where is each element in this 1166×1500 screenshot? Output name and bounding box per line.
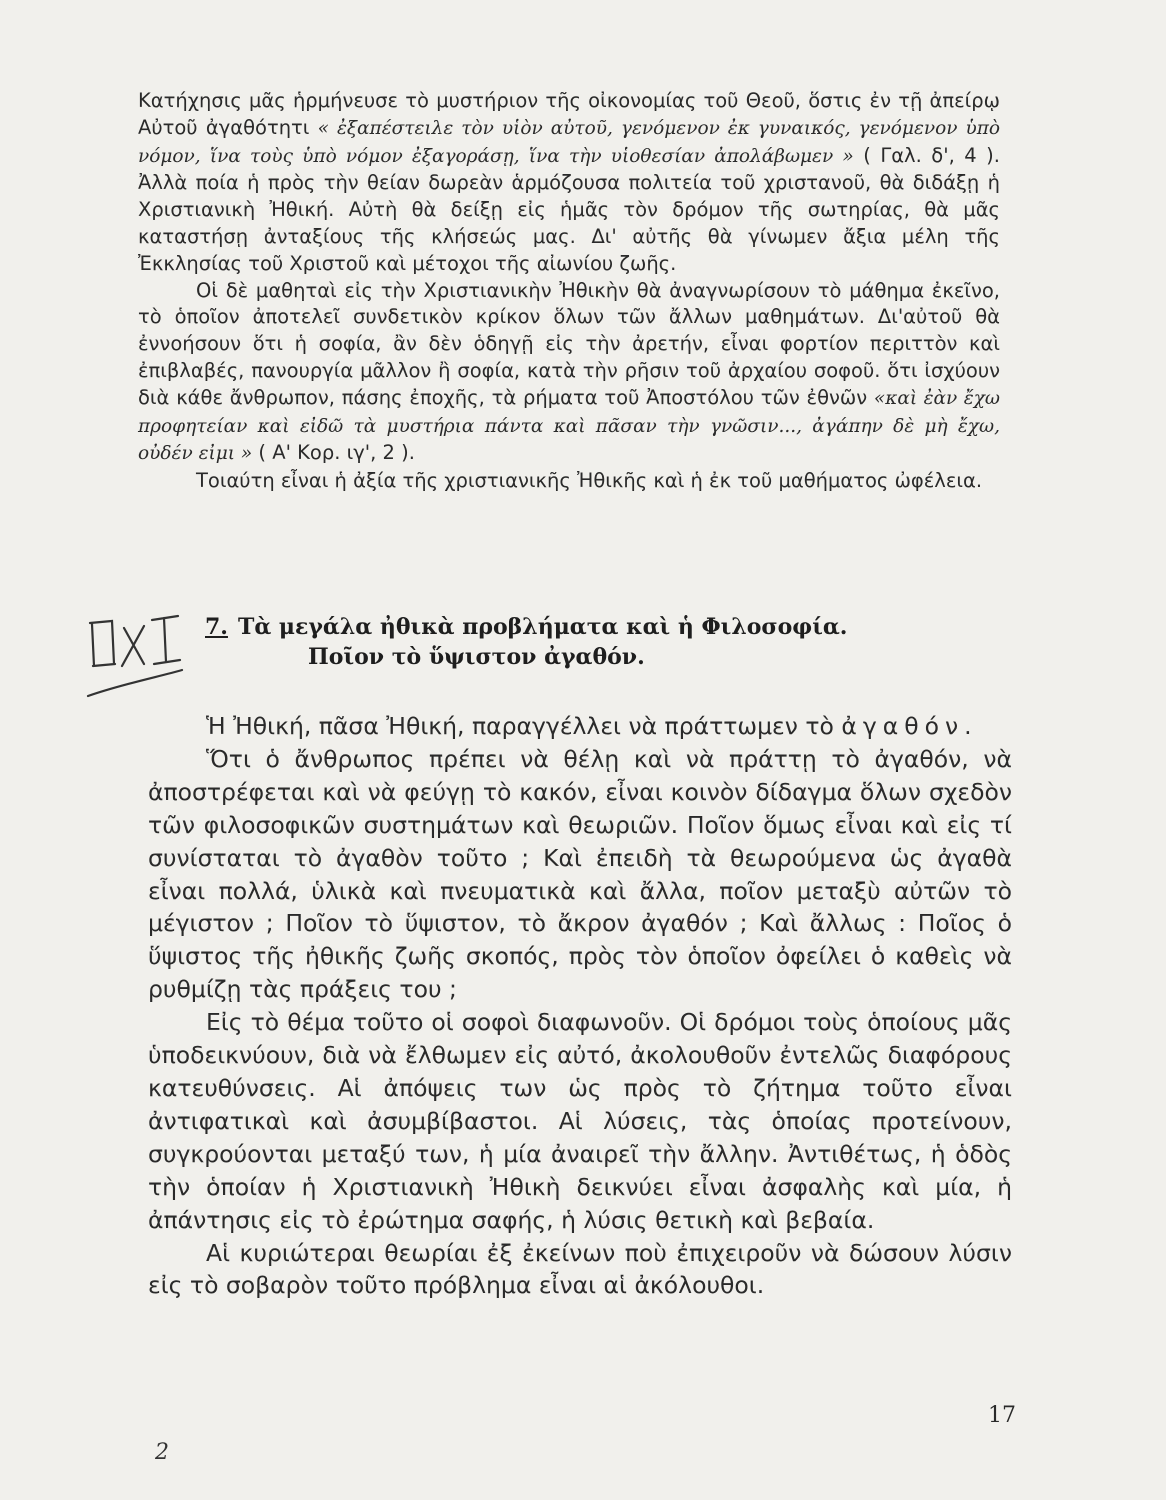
section-title-line-2: Ποῖον τὸ ὕψιστον ἀγαθόν.	[308, 644, 645, 670]
main-paragraph-4: Αἱ κυριώτεραι θεωρίαι ἐξ ἐκείνων ποὺ ἐπιχειροῦν νὰ δώσουν λύσιν εἰς τὸ σοβαρὸν τοῦτο πρόβλημα εἶναι αἱ ἀκόλουθοι.	[148, 1238, 1012, 1300]
main-text	[148, 710, 1012, 1302]
scripture-quote-corinthians: «καὶ ἐὰν ἔχω προφητείαν καὶ εἰδῶ τὰ μυστήρια πάντα καὶ πᾶσαν τὴν γνῶσιν..., ἀγάπην δὲ μὴ ἔχω, οὐδέν εἰμι »	[138, 387, 1000, 465]
emphasis-agathon: ἀγαθόν.	[841, 712, 978, 740]
main-paragraph-3: Εἰς τὸ θέμα τοῦτο οἱ σοφοὶ διαφωνοῦν. Οἱ δρόμοι τοὺς ὁποίους μᾶς ὑποδεικνύουν, διὰ νὰ ἔλθωμεν εἰς αὐτό, ἀκολουθοῦν ἐντελῶς διαφόρους κατευθύνσεις. Αἱ ἀπόψεις των ὡς πρὸς τὸ ζήτημα τοῦτο εἶναι ἀντιφατικαὶ καὶ ἀσυμβίβαστοι. Αἱ λύσεις, τὰς ὁποίας προτείνουν, συγκρούονται μεταξύ των, ἡ μία ἀναιρεῖ τὴν ἄλλην. Ἀντιθέτως, ἡ ὁδὸς τὴν ὁποίαν ἡ Χριστιανικὴ Ἠθικὴ δεικνύει εἶναι ἀσφαλὴς καὶ μία, ἡ ἀπάντησις εἰς τὸ ἐρώτημα σαφής, ἡ λύσις θετικὴ καὶ βεβαία.	[148, 1008, 1012, 1234]
section-heading	[205, 612, 965, 672]
scripture-quote-galatians: « ἐξαπέστειλε τὸν υἱὸν αὐτοῦ, γενόμενον ἐκ γυναικός, γενόμενον ὑπὸ νόμον, ἵνα τοὺς ὑπὸ νόμον ἐξαγοράσῃ, ἵνα τὴν υἱοθεσίαν ἀπολάβωμεν »	[138, 117, 1000, 167]
page-number: 17	[988, 1403, 1016, 1428]
intro-text	[138, 88, 1000, 495]
intro-paragraph-1: Κατήχησις μᾶς ἡρμήνευσε τὸ μυστήριον τῆς οἰκονομίας τοῦ Θεοῦ, ὅστις ἐν τῇ ἀπείρῳ Αὐτοῦ ἀγαθότητι « ἐξαπέστειλε τὸν υἱὸν αὐτοῦ, γενόμενον ἐκ γυναικός, γενόμενον ὑπὸ νόμον, ἵνα τοὺς ὑπὸ νόμον ἐξαγοράσῃ, ἵνα τὴν υἱοθεσίαν ἀπολάβωμεν » ( Γαλ. δ', 4 ). Ἀλλὰ ποία ἡ πρὸς τὴν θείαν δωρεὰν ἁρμόζουσα πολιτεία τοῦ χριστανοῦ, θὰ διδάξῃ ἡ Χριστιανικὴ Ἠθική. Αὐτὴ θὰ δείξῃ εἰς ἡμᾶς τὸν δρόμον τῆς σωτηρίας, θὰ μᾶς καταστήσῃ ἀνταξίους τῆς κλήσεώς μας. Δι' αὐτῆς θὰ γίνωμεν ἄξια μέλη τῆς Ἐκκλησίας τοῦ Χριστοῦ καὶ μέτοχοι τῆς αἰωνίου ζωῆς.	[138, 89, 1000, 275]
handwritten-annotation-text: ΟΧΙ	[82, 606, 84, 607]
signature-mark: 2	[155, 1440, 169, 1465]
main-paragraph-2: Ὅτι ὁ ἄνθρωπος πρέπει νὰ θέλῃ καὶ νὰ πράττῃ τὸ ἀγαθόν, νὰ ἀποστρέφεται καὶ νὰ φεύγῃ τὸ κακόν, εἶναι κοινὸν δίδαγμα ὅλων σχεδὸν τῶν φιλοσοφικῶν συστημάτων καὶ θεωριῶν. Ποῖον ὅμως εἶναι καὶ εἰς τί συνίσταται τὸ ἀγαθὸν τοῦτο ; Καὶ ἐπειδὴ τὰ θεωρούμενα ὡς ἀγαθὰ εἶναι πολλά, ὑλικὰ καὶ πνευματικὰ καὶ ἄλλα, ποῖον μεταξὺ αὐτῶν τὸ μέγιστον ; Ποῖον τὸ ὕψιστον, τὸ ἄκρον ἀγαθόν ; Καὶ ἄλλως : Ποῖος ὁ ὕψιστος τῆς ἠθικῆς ζωῆς σκοπός, πρὸς τὸν ὁποῖον ὀφείλει ὁ καθεὶς νὰ ρυθμίζῃ τὰς πράξεις του ;	[148, 744, 1012, 1004]
intro-paragraph-2: Οἱ δὲ μαθηταὶ εἰς τὴν Χριστιανικὴν Ἠθικὴν θὰ ἀναγνωρίσουν τὸ μάθημα ἐκεῖνο, τὸ ὁποῖον ἀποτελεῖ συνδετικὸν κρίκον ὅλων τῶν ἄλλων μαθημάτων. Δι'αὐτοῦ θὰ ἐννοήσουν ὅτι ἡ σοφία, ἂν δὲν ὁδηγῇ εἰς τὴν ἀρετήν, εἶναι φορτίον περιττὸν καὶ ἐπιβλαβές, πανουργία μᾶλλον ἢ σοφία, κατὰ τὴν ρῆσιν τοῦ ἀρχαίου σοφοῦ. ὅτι ἰσχύουν διὰ κάθε ἄνθρωπον, πάσης ἐποχῆς, τὰ ρήματα τοῦ Ἀποστόλου τῶν ἐθνῶν «καὶ ἐὰν ἔχω προφητείαν καὶ εἰδῶ τὰ μυστήρια πάντα καὶ πᾶσαν τὴν γνῶσιν..., ἀγάπην δὲ μὴ ἔχω, οὐδέν εἰμι » ( Α' Κορ. ιγ', 2 ).	[138, 278, 1000, 465]
intro-paragraph-3: Τοιαύτη εἶναι ἡ ἀξία τῆς χριστιανικῆς Ἠθικῆς καὶ ἡ ἐκ τοῦ μαθήματος ὠφέλεια.	[196, 469, 983, 493]
section-number: 7.	[205, 614, 228, 640]
section-title-line-1: Τὰ μεγάλα ἠθικὰ προβλήματα καὶ ἡ Φιλοσοφία.	[237, 614, 848, 640]
handwritten-annotation	[82, 606, 192, 702]
main-paragraph-1: Ἡ Ἠθική, πᾶσα Ἠθική, παραγγέλλει νὰ πράττωμεν τὸ ἀγαθόν.	[206, 712, 978, 740]
